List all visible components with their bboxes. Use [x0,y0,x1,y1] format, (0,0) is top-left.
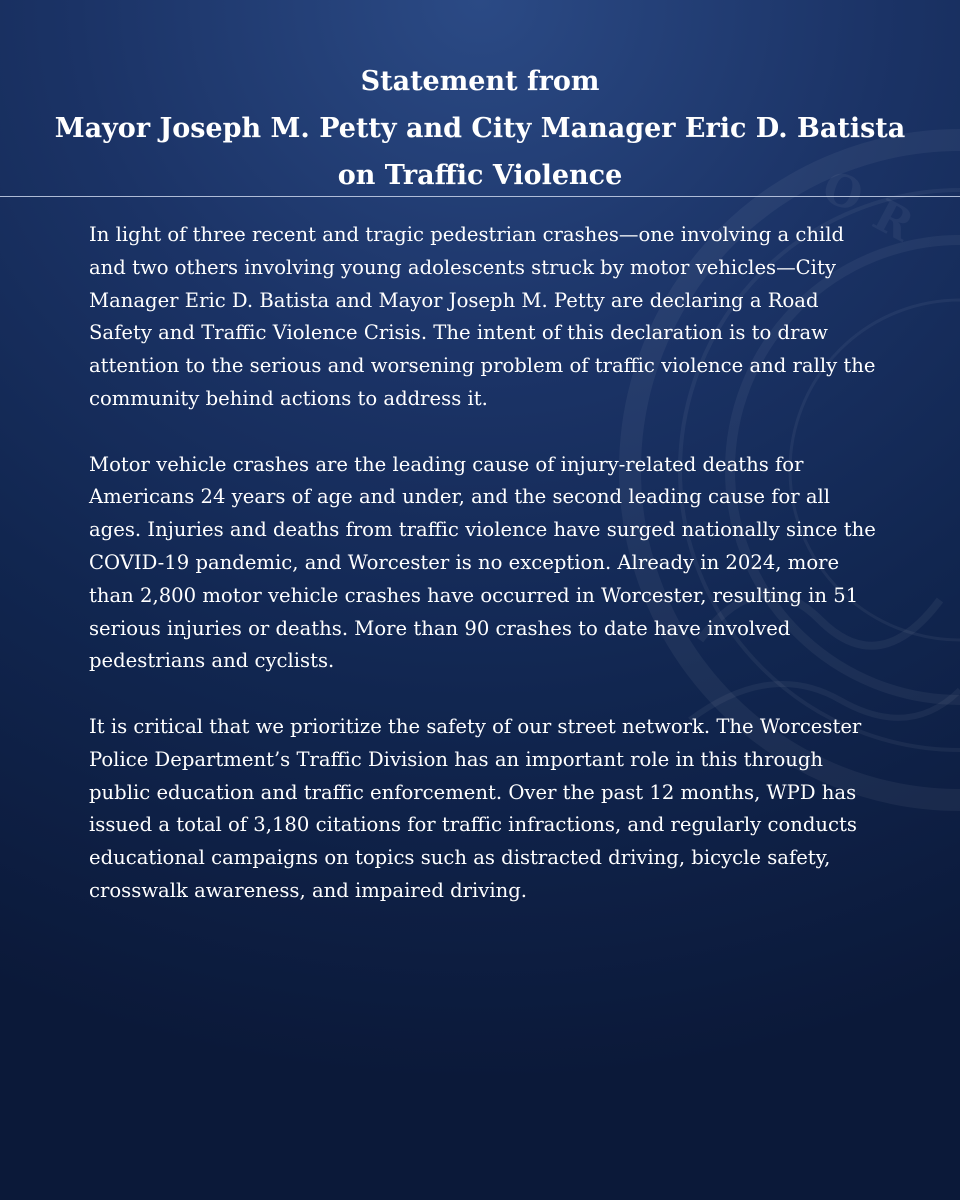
title-line-3: on Traffic Violence [337,160,623,191]
text-line: and two others involving young adolescents struck by motor vehicles—City [89,255,836,279]
statement-title [0,58,960,199]
text-line: COVID-19 pandemic, and Worcester is no exception. Already in 2024, more [89,550,840,574]
text-line: Americans 24 years of age and under, and the second leading cause for all [89,485,831,509]
text-line: It is critical that we prioritize the safety of our street network. The Worcester [89,714,862,738]
text-line: In light of three recent and tragic pedestrian crashes—one involving a child [89,223,845,246]
text-line: Safety and Traffic Violence Crisis. The intent of this declaration is to draw [89,321,828,345]
text-line: Motor vehicle crashes are the leading cause of injury-related deaths for [89,452,804,476]
text-line: attention to the serious and worsening problem of traffic violence and rally the [89,354,876,378]
text-line: Police Department’s Traffic Division has an important role in this through [89,747,824,771]
text-line: serious injuries or deaths. More than 90 crashes to date have involved [89,616,791,640]
statement-body [89,219,889,941]
text-line: than 2,800 motor vehicle crashes have occurred in Worcester, resulting in 51 [89,583,859,607]
text-line: pedestrians and cyclists. [89,649,335,673]
text-line: educational campaigns on topics such as distracted driving, bicycle safety, [89,846,831,870]
text-line: ages. Injuries and deaths from traffic violence have surged nationally since the [89,518,876,542]
paragraph-crash-statistics [89,449,889,679]
paragraph-crisis-declaration [89,219,889,416]
title-divider [0,196,960,197]
text-line: Manager Eric D. Batista and Mayor Joseph M. Petty are declaring a Road [89,288,819,312]
svg-text:O: O [816,161,869,223]
title-line-2: Mayor Joseph M. Petty and City Manager Eric D. Batista [54,113,906,144]
text-line: community behind actions to address it. [89,386,488,410]
text-line: public education and traffic enforcement. Over the past 12 months, WPD has [89,780,857,804]
text-line: crosswalk awareness, and impaired driving. [89,878,527,902]
svg-text:R: R [864,189,922,252]
title-line-1: Statement from [360,66,600,97]
text-line: issued a total of 3,180 citations for traffic infractions, and regularly conducts [89,813,857,837]
paragraph-police-enforcement [89,711,889,908]
